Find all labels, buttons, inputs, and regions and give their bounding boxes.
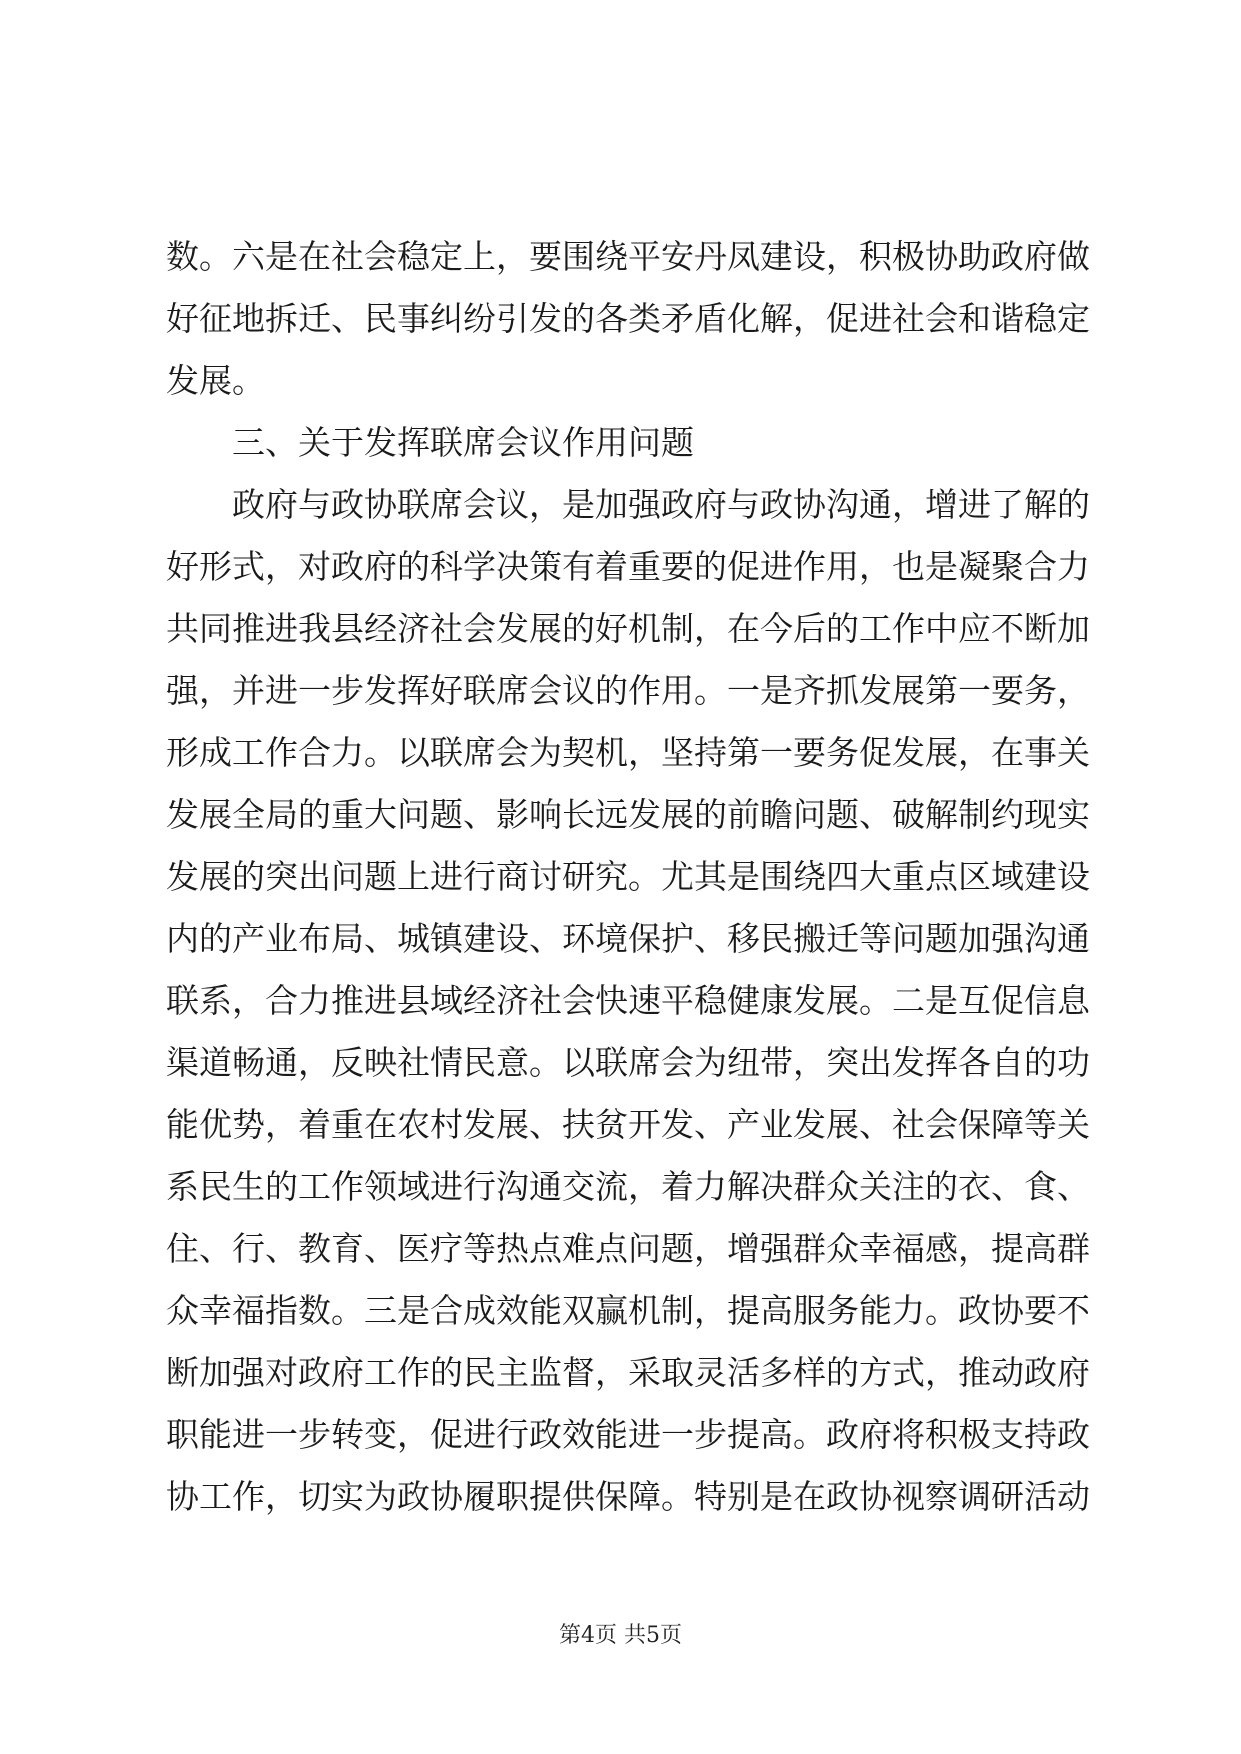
text-line-15: 能优势，着重在农村发展、扶贫开发、产业发展、社会保障等关 [166,1105,1090,1144]
text-line-13: 联系，合力推进县域经济社会快速平稳健康发展。二是互促信息 [166,981,1090,1020]
text-line-1: 数。六是在社会稳定上，要围绕平安丹凤建设，积极协助政府做 [166,237,1090,276]
text-line-10: 发展全局的重大问题、影响长远发展的前瞻问题、破解制约现实 [166,795,1090,834]
text-line-14: 渠道畅通，反映社情民意。以联席会为纽带，突出发挥各自的功 [166,1043,1090,1082]
text-line-5: 政府与政协联席会议，是加强政府与政协沟通，增进了解的 [232,485,1090,524]
text-line-21: 协工作，切实为政协履职提供保障。特别是在政协视察调研活动 [166,1477,1090,1516]
section-heading: 三、关于发挥联席会议作用问题 [232,423,694,462]
text-line-20: 职能进一步转变，促进行政效能进一步提高。政府将积极支持政 [166,1415,1090,1454]
text-line-12: 内的产业布局、城镇建设、环境保护、移民搬迁等问题加强沟通 [166,919,1090,958]
page-footer [0,1621,1241,1651]
text-line-7: 共同推进我县经济社会发展的好机制，在今后的工作中应不断加 [166,609,1090,648]
text-line-8: 强，并进一步发挥好联席会议的作用。一是齐抓发展第一要务， [166,671,1090,710]
text-line-19: 断加强对政府工作的民主监督，采取灵活多样的方式，推动政府 [166,1353,1090,1392]
text-line-18: 众幸福指数。三是合成效能双赢机制，提高服务能力。政协要不 [166,1291,1090,1330]
text-line-17: 住、行、教育、医疗等热点难点问题，增强群众幸福感，提高群 [166,1229,1090,1268]
text-line-6: 好形式，对政府的科学决策有着重要的促进作用，也是凝聚合力 [166,547,1090,586]
text-line-2: 好征地拆迁、民事纠纷引发的各类矛盾化解，促进社会和谐稳定 [166,299,1090,338]
page-number-label: 第4页 共5页 [559,1623,682,1648]
text-line-3: 发展。 [166,361,265,400]
body-text [166,226,1090,1528]
text-line-11: 发展的突出问题上进行商讨研究。尤其是围绕四大重点区域建设 [166,857,1090,896]
text-line-16: 系民生的工作领域进行沟通交流，着力解决群众关注的衣、食、 [166,1167,1090,1206]
text-line-9: 形成工作合力。以联席会为契机，坚持第一要务促发展，在事关 [166,733,1090,772]
